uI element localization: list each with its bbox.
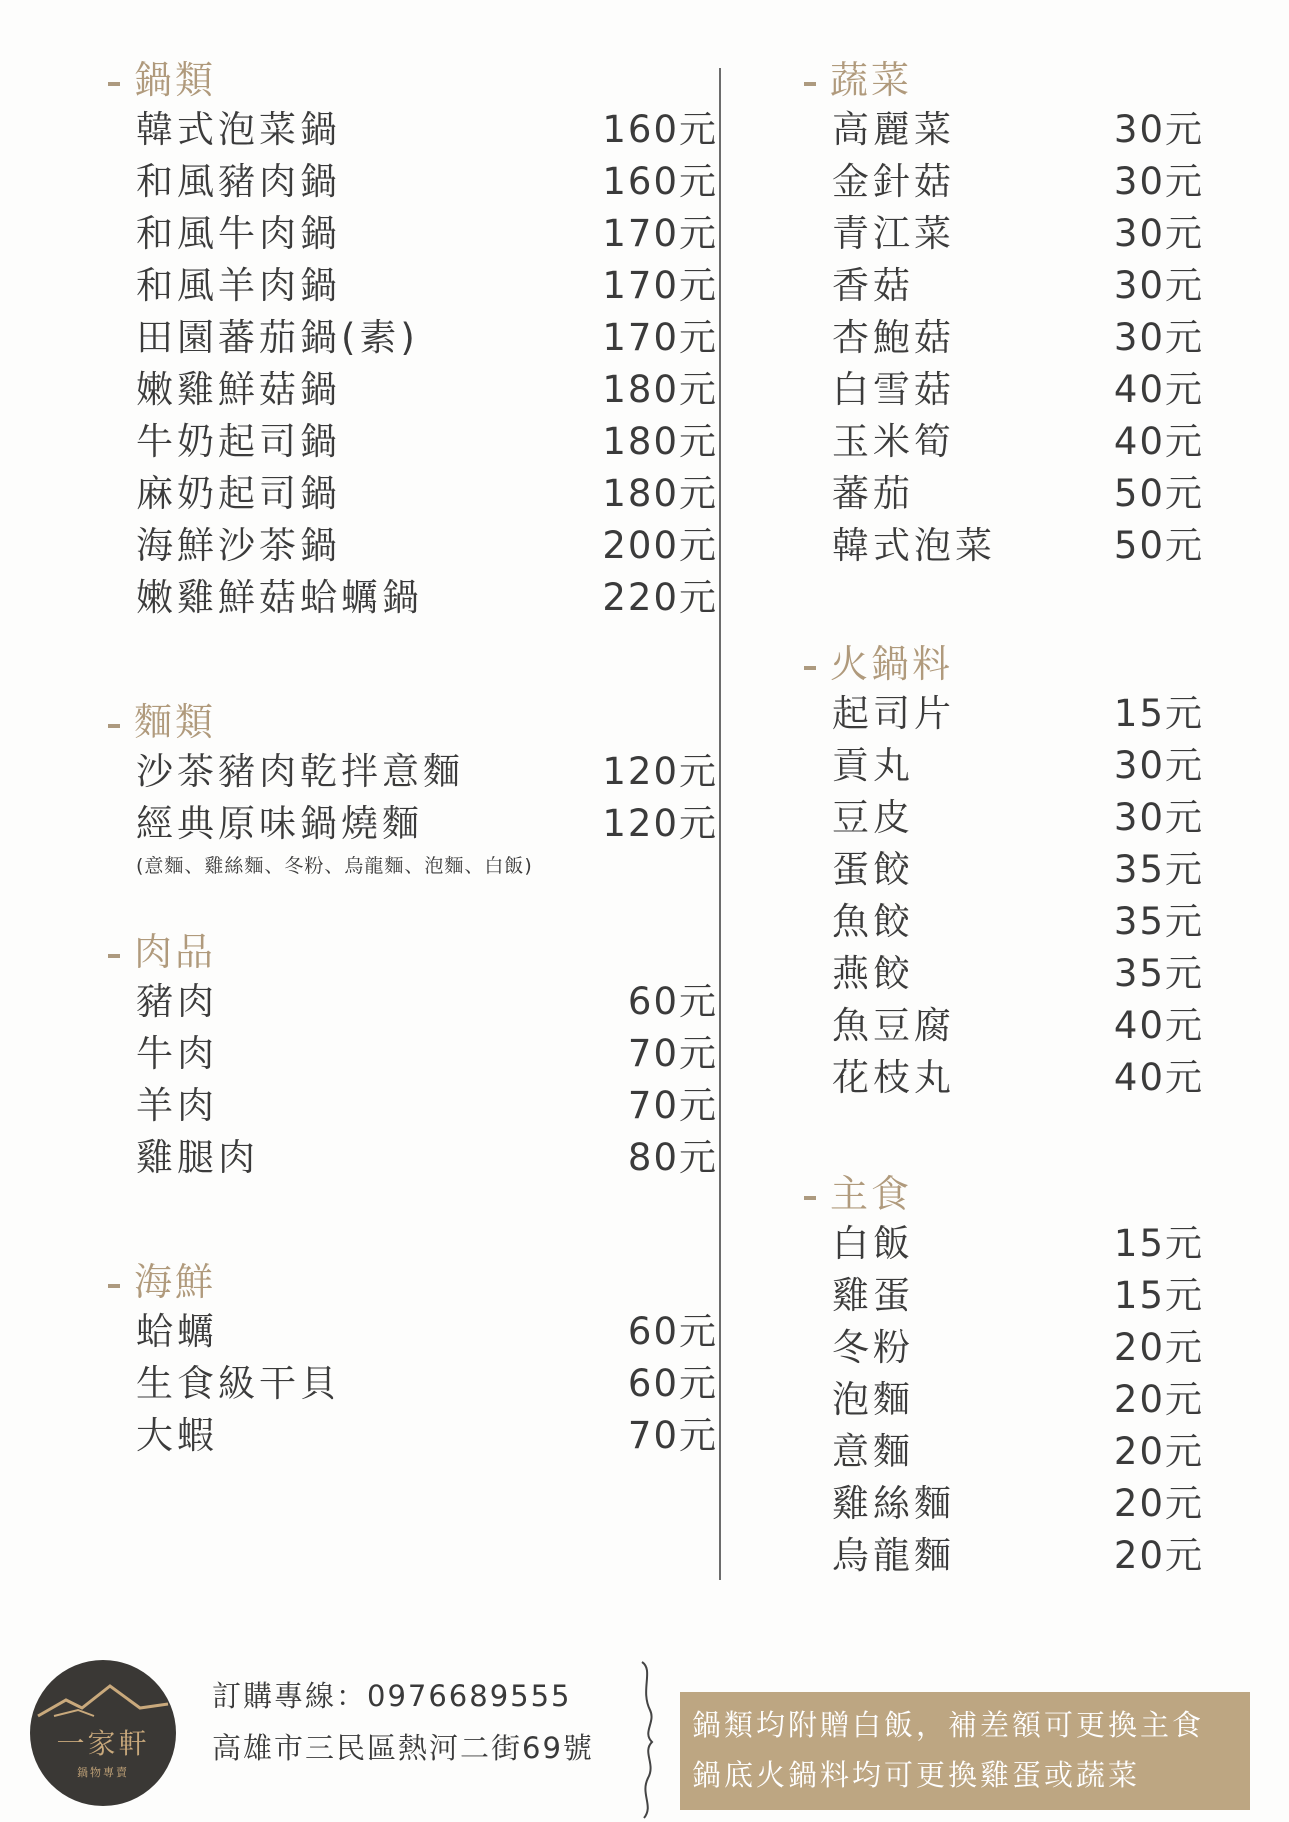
menu-item (108, 746, 718, 798)
menu-item-price: 120元 (602, 802, 718, 845)
menu-item-price: 160元 (602, 160, 718, 203)
menu-item-price: 40元 (1113, 368, 1204, 411)
menu-item-price: 60元 (627, 980, 718, 1023)
section-vegetables (804, 56, 1284, 572)
menu-item-name: 白雪菇 (832, 368, 955, 411)
menu-item (804, 312, 1284, 364)
menu-item (108, 1132, 718, 1184)
noodles-note: (意麵、雞絲麵、冬粉、烏龍麵、泡麵、白飯) (136, 855, 533, 877)
footer (0, 1640, 1289, 1822)
section-title: 鍋類 (134, 58, 217, 102)
menu-item-name: 魚餃 (832, 900, 914, 943)
section-title: 主食 (830, 1172, 913, 1216)
menu-item-price: 40元 (1113, 420, 1204, 463)
logo-subtitle: 鍋物專賣 (77, 1766, 129, 1779)
menu-item (804, 1218, 1284, 1270)
menu-item (804, 1478, 1284, 1530)
menu-item-name: 起司片 (832, 692, 955, 735)
section-header (108, 928, 708, 976)
menu-item (108, 1410, 718, 1462)
menu-item (108, 468, 718, 520)
menu-item (804, 740, 1284, 792)
menu-item-price: 30元 (1113, 316, 1204, 359)
menu-item-name: 金針菇 (832, 160, 955, 203)
menu-item (804, 948, 1284, 1000)
menu-item-name: 燕餃 (832, 952, 914, 995)
menu-item (108, 260, 718, 312)
section-noodles (108, 698, 718, 877)
menu-item-name: 牛肉 (136, 1032, 218, 1075)
menu-item-name: 豆皮 (832, 796, 914, 839)
menu-item-price: 20元 (1113, 1378, 1204, 1421)
section-dash (804, 82, 816, 86)
section-meat (108, 928, 718, 1184)
section-pots (108, 56, 718, 624)
menu-item-name: 貢丸 (832, 744, 914, 787)
menu-item (804, 260, 1284, 312)
menu-item (804, 156, 1284, 208)
menu-item-name: 雞腿肉 (136, 1136, 259, 1179)
section-staples (804, 1170, 1284, 1582)
menu-item-name: 大蝦 (136, 1414, 218, 1457)
menu-item (804, 104, 1284, 156)
notice-line-1: 鍋類均附贈白飯，補差額可更換主食 (692, 1708, 1205, 1742)
menu-item-name: 烏龍麵 (832, 1534, 955, 1577)
menu-item-price: 20元 (1113, 1430, 1204, 1473)
menu-item (804, 520, 1284, 572)
menu-item (804, 1322, 1284, 1374)
menu-item-name: 泡麵 (832, 1378, 914, 1421)
menu-item (804, 1530, 1284, 1582)
menu-item-name: 意麵 (832, 1430, 914, 1473)
menu-item (108, 976, 718, 1028)
menu-item (108, 104, 718, 156)
menu-item-name: 嫩雞鮮菇鍋 (136, 368, 341, 411)
section-title: 海鮮 (134, 1260, 217, 1304)
menu-item (804, 896, 1284, 948)
menu-item-price: 50元 (1113, 472, 1204, 515)
notice-box (680, 1692, 1250, 1810)
section-title: 蔬菜 (830, 58, 913, 102)
menu-item (108, 416, 718, 468)
section-dash (108, 1284, 120, 1288)
menu-item-price: 80元 (627, 1136, 718, 1179)
menu-item-price: 35元 (1113, 848, 1204, 891)
menu-item-name: 豬肉 (136, 980, 218, 1023)
menu-item-price: 15元 (1113, 1274, 1204, 1317)
menu-item (804, 1052, 1284, 1104)
menu-item (804, 364, 1284, 416)
menu-item-price: 200元 (602, 524, 718, 567)
section-header (804, 56, 1284, 104)
brace-icon (636, 1660, 660, 1820)
menu-item-name: 玉米筍 (832, 420, 955, 463)
section-title: 麵類 (134, 700, 217, 744)
menu-item-name: 牛奶起司鍋 (136, 420, 341, 463)
menu-item (108, 312, 718, 364)
menu-item-price: 40元 (1113, 1004, 1204, 1047)
menu-item-name: 羊肉 (136, 1084, 218, 1127)
menu-item (108, 1306, 718, 1358)
phone-line: 訂購專線：0976689555 (212, 1679, 572, 1713)
menu-item-name: 雞蛋 (832, 1274, 914, 1317)
menu-item (804, 1270, 1284, 1322)
menu-item-name: 韓式泡菜鍋 (136, 108, 341, 151)
notice-line-2: 鍋底火鍋料均可更換雞蛋或蔬菜 (692, 1758, 1141, 1792)
menu-item-name: 麻奶起司鍋 (136, 472, 341, 515)
menu-item (108, 798, 718, 850)
menu-item-name: 田園蕃茄鍋(素) (136, 316, 419, 359)
menu-item-name: 青江菜 (832, 212, 955, 255)
menu-item (804, 1000, 1284, 1052)
menu-item-price: 160元 (602, 108, 718, 151)
column-divider (719, 68, 721, 1580)
menu-item (108, 1358, 718, 1410)
menu-item-name: 高麗菜 (832, 108, 955, 151)
menu-item (108, 1028, 718, 1080)
section-title: 肉品 (134, 930, 217, 974)
menu-item-price: 70元 (627, 1414, 718, 1457)
menu-item (804, 688, 1284, 740)
menu-item-price: 70元 (627, 1032, 718, 1075)
menu-item-price: 180元 (602, 472, 718, 515)
menu-item-price: 20元 (1113, 1534, 1204, 1577)
menu-item-price: 30元 (1113, 796, 1204, 839)
menu-item (804, 1426, 1284, 1478)
menu-item (804, 792, 1284, 844)
menu-item-price: 30元 (1113, 212, 1204, 255)
brand-logo (30, 1660, 176, 1806)
menu-item (108, 156, 718, 208)
menu-item-name: 生食級干貝 (136, 1362, 341, 1405)
menu-item-price: 70元 (627, 1084, 718, 1127)
menu-item-name: 花枝丸 (832, 1056, 955, 1099)
menu-item-name: 和風羊肉鍋 (136, 264, 341, 307)
menu-item-price: 35元 (1113, 900, 1204, 943)
menu-item (108, 1080, 718, 1132)
contact-info (212, 1670, 594, 1774)
hotpot-ingredients-list (804, 688, 1284, 1104)
menu-item-name: 杏鮑菇 (832, 316, 955, 359)
menu-item-name: 魚豆腐 (832, 1004, 955, 1047)
menu-item-name: 蕃茄 (832, 472, 914, 515)
menu-item-name: 雞絲麵 (832, 1482, 955, 1525)
menu-item (108, 208, 718, 260)
section-seafood (108, 1258, 718, 1462)
section-dash (804, 666, 816, 670)
section-header (804, 1170, 1284, 1218)
menu-item-price: 20元 (1113, 1326, 1204, 1369)
menu-item-name: 和風豬肉鍋 (136, 160, 341, 203)
menu-item (804, 844, 1284, 896)
menu-item (108, 520, 718, 572)
meat-list (108, 976, 718, 1184)
menu-item-price: 50元 (1113, 524, 1204, 567)
menu-item-name: 沙茶豬肉乾拌意麵 (136, 750, 464, 793)
menu-item-price: 60元 (627, 1310, 718, 1353)
section-hotpot-ingredients (804, 640, 1284, 1104)
logo-name: 一家軒 (56, 1727, 150, 1760)
menu-item (804, 208, 1284, 260)
menu-item (108, 364, 718, 416)
section-title: 火鍋料 (830, 642, 954, 686)
menu-item-name: 蛤蠣 (136, 1310, 218, 1353)
menu-item-name: 香菇 (832, 264, 914, 307)
section-header (804, 640, 1284, 688)
menu-item-price: 15元 (1113, 692, 1204, 735)
menu-item-price: 15元 (1113, 1222, 1204, 1265)
menu-item-price: 170元 (602, 316, 718, 359)
menu-item-price: 220元 (602, 576, 718, 619)
seafood-list (108, 1306, 718, 1462)
section-dash (108, 82, 120, 86)
section-dash (108, 954, 120, 958)
menu-item-name: 蛋餃 (832, 848, 914, 891)
menu-item-name: 冬粉 (832, 1326, 914, 1369)
menu-item (108, 572, 718, 624)
menu-item (804, 1374, 1284, 1426)
menu-item-price: 30元 (1113, 108, 1204, 151)
menu-item-name: 白飯 (832, 1222, 914, 1265)
menu-item-price: 180元 (602, 420, 718, 463)
pots-list (108, 104, 718, 624)
menu-item-price: 40元 (1113, 1056, 1204, 1099)
menu-item-price: 35元 (1113, 952, 1204, 995)
menu-item-price: 30元 (1113, 744, 1204, 787)
menu-item-price: 120元 (602, 750, 718, 793)
menu-item-name: 經典原味鍋燒麵 (136, 802, 423, 845)
menu-item-price: 20元 (1113, 1482, 1204, 1525)
menu-item-name: 韓式泡菜 (832, 524, 996, 567)
address: 高雄市三民區熱河二街69號 (212, 1731, 594, 1765)
section-dash (108, 724, 120, 728)
menu-item-name: 和風牛肉鍋 (136, 212, 341, 255)
menu-item (804, 468, 1284, 520)
section-header (108, 698, 708, 746)
menu-item-price: 60元 (627, 1362, 718, 1405)
menu-item-price: 170元 (602, 212, 718, 255)
section-header (108, 56, 708, 104)
staples-list (804, 1218, 1284, 1582)
menu-item (804, 416, 1284, 468)
menu-item-price: 180元 (602, 368, 718, 411)
menu-item-price: 30元 (1113, 160, 1204, 203)
menu-item-name: 海鮮沙茶鍋 (136, 524, 341, 567)
section-dash (804, 1196, 816, 1200)
menu-item-name: 嫩雞鮮菇蛤蠣鍋 (136, 576, 423, 619)
menu-item-price: 170元 (602, 264, 718, 307)
vegetables-list (804, 104, 1284, 572)
noodles-list (108, 746, 718, 850)
menu-item-price: 30元 (1113, 264, 1204, 307)
section-header (108, 1258, 708, 1306)
